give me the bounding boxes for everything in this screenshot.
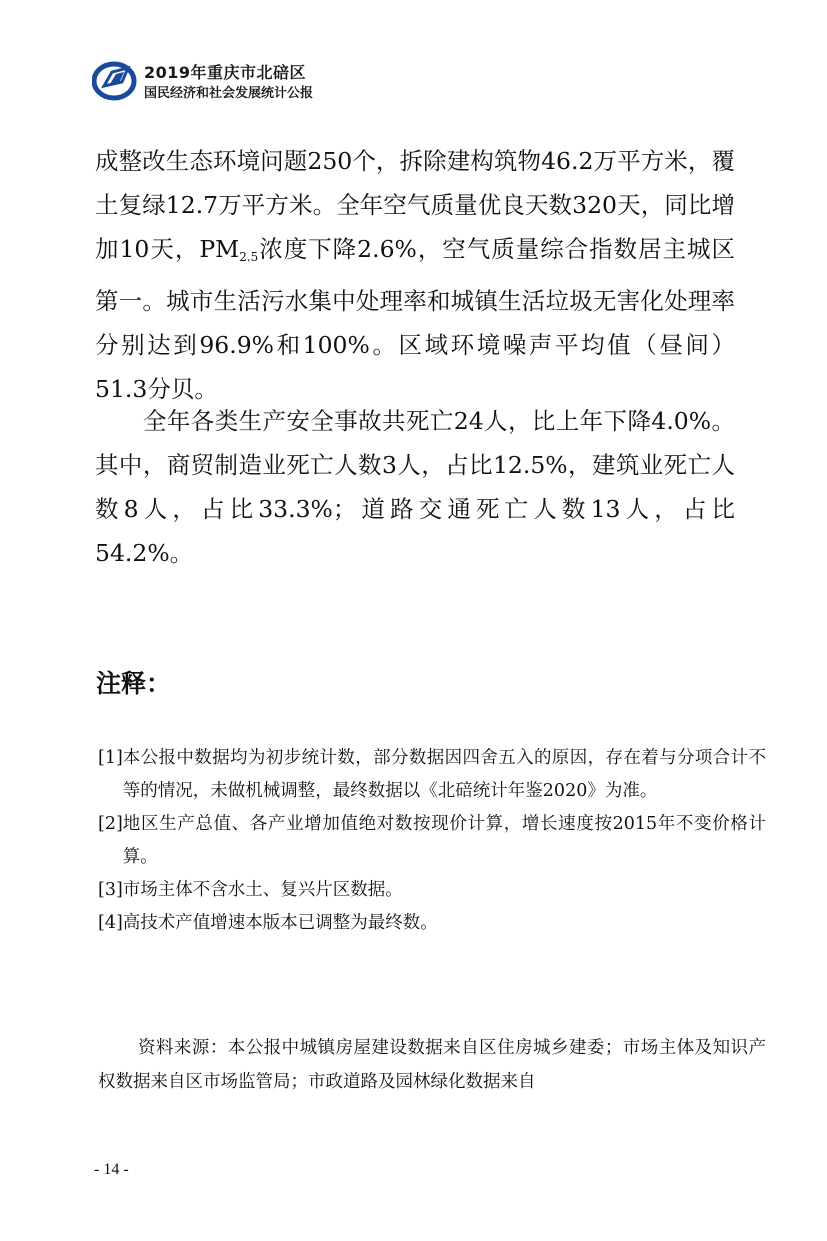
note-item [98,907,766,940]
paragraph-environment-part2: 浓度下降2.6%，空气质量综合指数居主城区第一。城市生活污水集中处理率和城镇生活垃圾无害化处理率分别达到96.9%和100%。区域环境噪声平均值（昼间）51.3分贝。 [95,235,736,403]
note-number: [3] [98,880,123,900]
note-number: [1] [98,748,123,768]
note-text: 市场主体不含水土、复兴片区数据。 [122,880,403,900]
note-item [98,874,766,907]
statistics-logo-icon [92,58,138,102]
paragraph-environment [95,139,735,411]
note-item [98,742,766,808]
note-text: 高技术产值增速本版本已调整为最终数。 [122,913,438,933]
paragraph-safety: 全年各类生产安全事故共死亡24人，比上年下降4.0%。其中，商贸制造业死亡人数3人，占比12.5%，建筑业死亡人数8人，占比33.3%；道路交通死亡人数13人，占比54.2%。 [95,407,735,567]
page-number: - 14 - [94,1161,129,1178]
pm-subscript: 2.5 [239,250,259,264]
note-number: [4] [98,913,123,933]
paragraph-environment-part1: 成整改生态环境问题250个，拆除建构筑物46.2万平方米，覆土复绿12.7万平方米。全年空气质量优良天数320天，同比增加10天， [95,147,735,263]
page-header [92,58,392,104]
note-text: 本公报中数据均为初步统计数，部分数据因四舍五入的原因，存在着与分项合计不等的情况，未做机械调整，最终数据以《北碚统计年鉴2020》为准。 [122,748,766,801]
notes-heading: 注释： [96,669,172,698]
data-source-paragraph: 资料来源：本公报中城镇房屋建设数据来自区住房城乡建委；市场主体及知识产权数据来自区市场监管局；市政道路及园林绿化数据来自 [98,1038,766,1092]
note-number: [2] [98,814,123,834]
notes-list [98,742,766,940]
pm-label: PM [199,235,240,263]
note-text: 地区生产总值、各产业增加值绝对数按现价计算，增长速度按2015年不变价格计算。 [122,814,766,867]
note-item [98,808,766,874]
header-title: 2019年重庆市北碚区 [144,63,307,82]
header-subtitle: 国民经济和社会发展统计公报 [144,86,314,101]
